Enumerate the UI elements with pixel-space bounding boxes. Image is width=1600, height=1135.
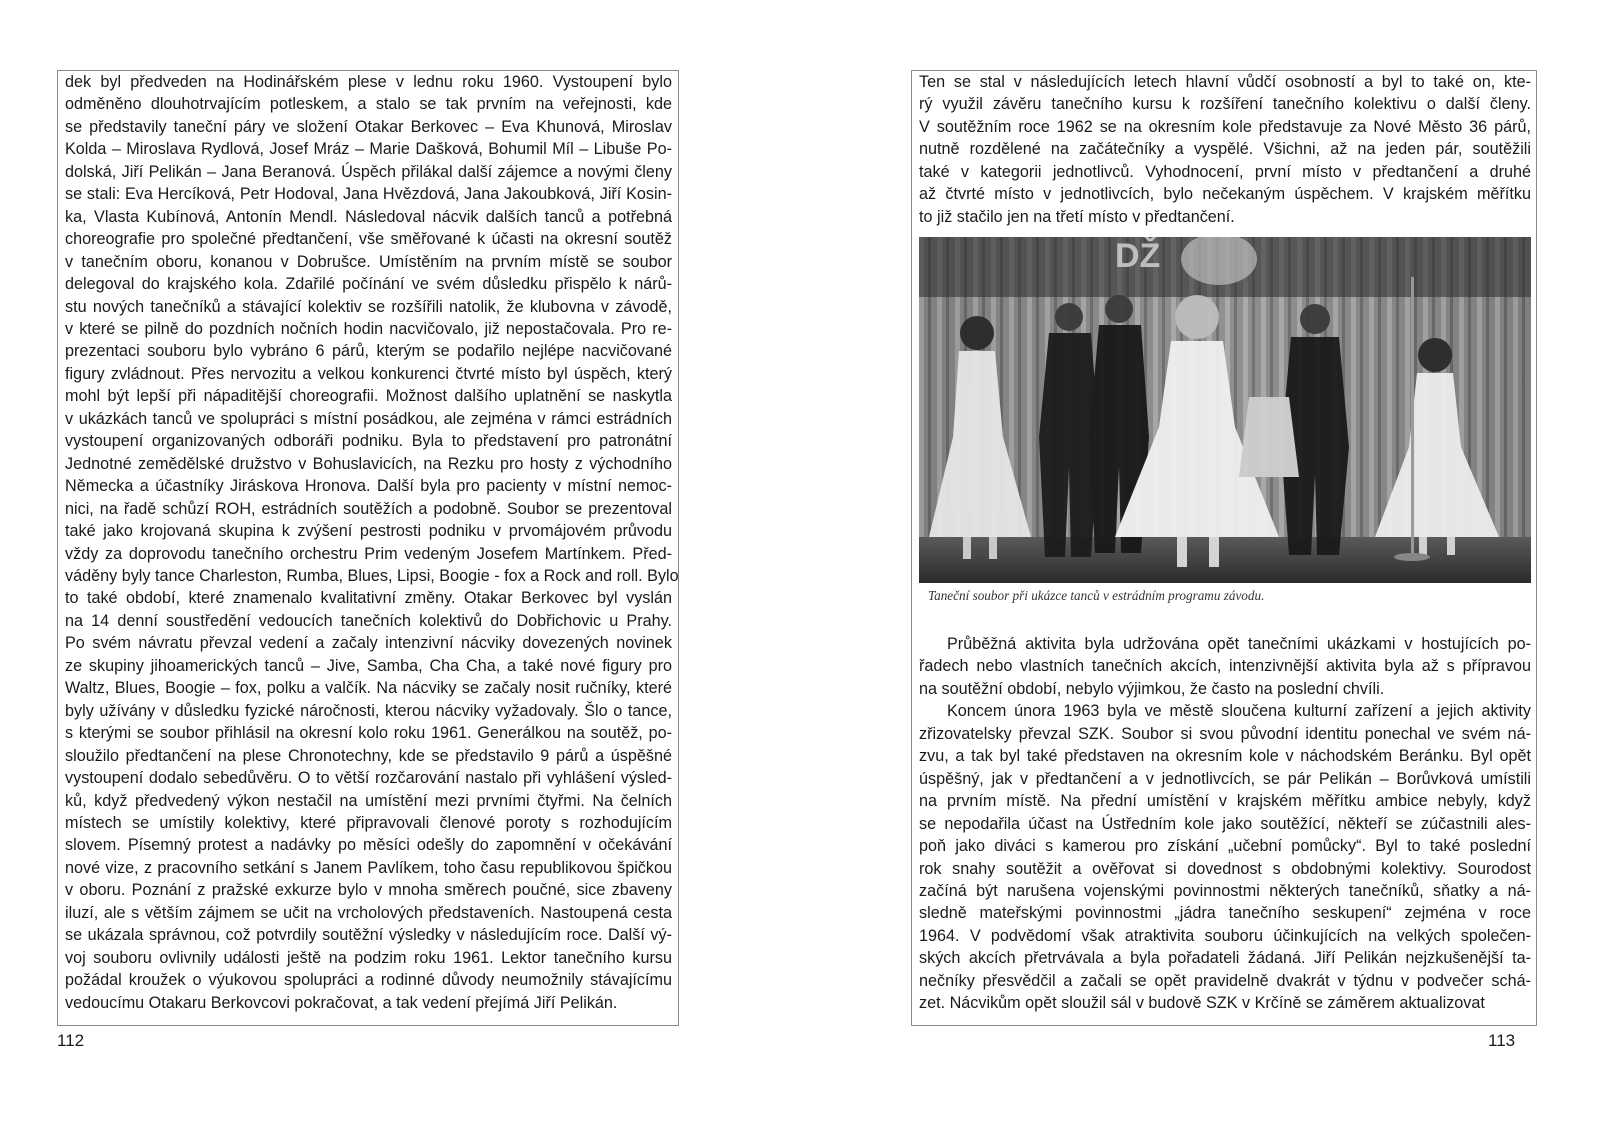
text-line: Waltz, Blues, Boogie – fox, polku a valčík. Na nácviky se začaly nosit ručníky, které bbox=[65, 679, 672, 698]
text-line: zvu, a tak byl také představen na okresním kole v náchodském Beránku. Byl opět bbox=[919, 747, 1531, 766]
text-line: nutně rozdělené na začátečníky a vyspělé. Všichni, až na jeden pár, soutěžili bbox=[919, 140, 1531, 159]
text-line: nové vize, z pracovního setkání s Janem Pavlíkem, toho času republikovou špičkou bbox=[65, 858, 672, 877]
left-page-body-text bbox=[65, 71, 679, 1014]
text-line: sloužilo předtančení na plese Chronotechny, kde se představilo 9 párů a úspěšné bbox=[65, 746, 672, 765]
text-line: v tanečním oboru, konanou v Dobrušce. Umístěním na prvním místě se soubor bbox=[65, 252, 672, 271]
text-line: mohl být lepší při nápaditější choreografii. Možnost dalšího uplatnění se naskytla bbox=[65, 387, 672, 406]
text-line: voj souboru ovlivnily události ještě na podzim roku 1961. Lektor tanečního kursu bbox=[65, 948, 672, 967]
text-line: Jednotné zemědělské družstvo v Bohuslavicích, na Rezku pro hosty z východního bbox=[65, 454, 672, 473]
text-line: nici, na řadě schůzí ROH, estrádních soutěžích a podobně. Soubor se prezentoval bbox=[65, 499, 672, 518]
text-line: na soutěžní období, nebylo výjimkou, že často na poslední chvíli. bbox=[919, 679, 1385, 698]
left-page-number: 112 bbox=[57, 1031, 85, 1050]
text-line: Ten se stal v následujících letech hlavní vůdčí osobností a byl to také on, kte- bbox=[919, 73, 1531, 91]
text-line: úspěšný, jak v předtančení a v jednotlivcích, se pár Pelikán – Borůvková umístili bbox=[919, 769, 1531, 788]
text-line: dek byl předveden na Hodinářském plese v lednu roku 1960. Vystoupení bylo bbox=[65, 73, 672, 91]
text-line: na prvním místě. Na přední umístění v krajském měřítku ambice nebyly, když bbox=[919, 792, 1531, 811]
text-line: V soutěžním roce 1962 se na okresním kole představuje za Nové Město 36 párů, bbox=[919, 117, 1531, 136]
text-line: místech se umístily kolektivy, které připravovali členové poroty s rozhodujícím bbox=[65, 813, 672, 832]
text-line: se nepodařila účast na Ústředním kole jako soutěžící, někteří se zúčastnili ales- bbox=[919, 814, 1531, 833]
text-line: zřizovatelsky převzal SZK. Soubor si svou původní identitu ponechal ve svém ná- bbox=[919, 724, 1531, 743]
paragraph bbox=[919, 700, 1531, 1014]
text-line: odměněno dlouhotrvajícím potleskem, a stalo se tak prvním na veřejnosti, kde bbox=[65, 95, 672, 114]
right-page bbox=[800, 0, 1600, 1135]
text-line: ze skupiny jihoamerických tanců – Jive, Samba, Cha Cha, a také nové figury pro bbox=[65, 656, 672, 675]
text-line: sledně mateřskými povinnostmi „jádra tanečního seskupení“ zejména v roce bbox=[919, 904, 1531, 923]
text-line: Po svém návratu převzal vedení a začaly intenzivní nácviky dovezených novinek bbox=[65, 634, 672, 653]
text-line: rok snahy soutěžit a ověřovat si dovednost s obdobnými kolektivy. Sourodost bbox=[919, 859, 1531, 878]
text-line: vždy za doprovodu tanečního orchestru Prim vedeným Josefem Martínkem. Před- bbox=[65, 544, 672, 563]
text-line: dolská, Jiří Pelikán – Jana Beranová. Úspěch přilákal další zájemce a novými členy bbox=[65, 162, 672, 181]
paragraph bbox=[919, 633, 1531, 700]
text-line: to také období, které znamenalo kvalitativní změny. Otakar Berkovec byl vyslán bbox=[65, 589, 672, 608]
text-line: zet. Nácvikům opět sloužil sál v budově SZK v Krčíně se záměrem aktualizovat bbox=[919, 994, 1485, 1013]
svg-text:DŽ: DŽ bbox=[1115, 237, 1161, 275]
text-line: delegoval do krajského kola. Zdařilé počínání ve svém důsledku přispělo k nárů- bbox=[65, 275, 672, 294]
text-line: to již stačilo jen na třetí místo v předtančení. bbox=[919, 207, 1235, 226]
text-line: slovem. Písemný protest a nadávky po měsíci odešly do zapomnění v očekávání bbox=[65, 836, 672, 855]
text-line: figury zvládnout. Přes nervozitu a velkou konkurenci čtvrté místo byl úspěch, který bbox=[65, 364, 672, 383]
right-page-number: 113 bbox=[1488, 1031, 1516, 1050]
text-line: Koncem února 1963 byla ve městě sloučena kulturní zařízení a jejich aktivity bbox=[947, 702, 1531, 721]
text-line: choreografie pro společné předtančení, vše směřované k účasti na okresní soutěž bbox=[65, 230, 672, 249]
text-line: vystoupení dodalo sebedůvěru. O to větší rozčarování nastalo při vyhlášení výsled- bbox=[65, 769, 672, 788]
photo-caption: Taneční soubor při ukázce tanců v estrádním programu závodu. bbox=[928, 588, 1265, 603]
text-line: na 14 denní soustředění vedoucích tanečních kolektivů do Dobřichovic u Prahy. bbox=[65, 611, 672, 630]
text-line: v ukázkách tanců ve spolupráci s místní posádkou, ale zejména v rámci estrádních bbox=[65, 409, 672, 428]
text-line: poň jako diváci s kamerou pro získání „učební pomůcky“. Byl to také poslední bbox=[919, 837, 1531, 856]
text-line: byly užívány v důsledku fyzické náročnosti, kterou nácviky vyžadovaly. Šlo o tance, bbox=[65, 701, 672, 720]
text-line: nečníky přesvědčil a začali se opět pravidelně dvakrát v týdnu v podvečer schá- bbox=[919, 971, 1531, 990]
text-line: rý využil závěru tanečního kursu k rozšíření tanečního kolektivu o další členy. bbox=[919, 95, 1531, 114]
text-line: se představily taneční páry ve složení Otakar Berkovec – Eva Khunová, Miroslav bbox=[65, 117, 672, 136]
text-line: v které se pilně do pozdních nočních hodin nacvičovalo, již nepostačovala. Pro re- bbox=[65, 319, 672, 338]
text-line: ků, když předvedený výkon nestačil na umístění mezi prvními čtyřmi. Na čelních bbox=[65, 791, 672, 810]
text-line: také jako krojovaná skupina k zvýšení pestrosti podniku v prvomájovém průvodu bbox=[65, 522, 672, 541]
text-line: ka, Vlasta Kubínová, Antonín Mendl. Následoval nácvik dalších tanců a potřebná bbox=[65, 207, 672, 226]
text-line: 1964. V podvědomí však atraktivita souboru účinkujících na velkých společen- bbox=[919, 926, 1531, 945]
text-line: v oboru. Poznání z pražské exkurze bylo v mnoha směrech poučné, sice zbaveny bbox=[65, 881, 672, 900]
text-line: požádal kroužek o výukovou spolupráci a rodinné důvody neumožnily stávajícímu bbox=[65, 971, 672, 990]
text-line: řadech nebo vlastních tanečních akcích, intenzivnější aktivita byla až s přípravou bbox=[919, 657, 1531, 676]
right-page-top-text bbox=[919, 71, 1531, 228]
text-line: začíná být narušena vojenskými povinnostmi některých tanečníků, sňatky a ná- bbox=[919, 881, 1531, 900]
text-line: stu nových tanečníků a stávající kolektiv se rozšířili natolik, že klubovna v závodě, bbox=[65, 297, 672, 316]
text-line: Kolda – Miroslava Rydlová, Josef Mráz – Marie Dašková, Bohumil Míl – Libuše Po- bbox=[65, 140, 672, 159]
text-line: se ukázala správnou, což potvrdily soutěžní výsledky v následujícím roce. Další vý- bbox=[65, 926, 672, 945]
text-line: iluzí, ale s větším zájmem se učit na vrcholových představeních. Nastoupená cesta bbox=[65, 903, 672, 922]
text-line: také v kategorii jednotlivců. Vyhodnocení, první místo v předtančení a druhé bbox=[919, 162, 1531, 181]
text-line: se stali: Eva Hercíková, Petr Hodoval, Jana Hvězdová, Jana Jakoubková, Jiří Kosin- bbox=[65, 185, 672, 204]
right-page-bottom-text bbox=[919, 633, 1531, 1015]
text-line: prezentaci souboru bylo vybráno 6 párů, kterým se podařilo nejlépe nacvičované bbox=[65, 342, 672, 361]
dance-ensemble-photo bbox=[919, 237, 1531, 583]
text-line: až čtvrté místo v jednotlivcích, bylo nečekaným úspěchem. V krajském měřítku bbox=[919, 185, 1531, 204]
text-line: vedoucímu Otakaru Berkovcovi pokračovat, a tak vedení přejímá Jiří Pelikán. bbox=[65, 993, 618, 1012]
text-line: vystoupení organizovaných odboráři podniku. Byla to představení pro patronátní bbox=[65, 432, 672, 451]
text-line: Průběžná aktivita byla udržována opět tanečními ukázkami v hostujících po- bbox=[947, 635, 1531, 653]
text-line: s kterými se soubor přihlásil na okresní kolo roku 1961. Generálkou na soutěž, po- bbox=[65, 724, 672, 743]
text-line: váděny byly tance Charleston, Rumba, Blues, Lipsi, Boogie - fox a Rock and roll. Bylo bbox=[65, 566, 679, 585]
text-line: Německa a účastníky Jiráskova Hronova. Další byla pro pacienty v místní nemoc- bbox=[65, 477, 672, 496]
text-line: ských akcích přetrvávala a byla pořadateli žádaná. Jiří Pelikán nejzkušenější ta- bbox=[919, 949, 1531, 968]
